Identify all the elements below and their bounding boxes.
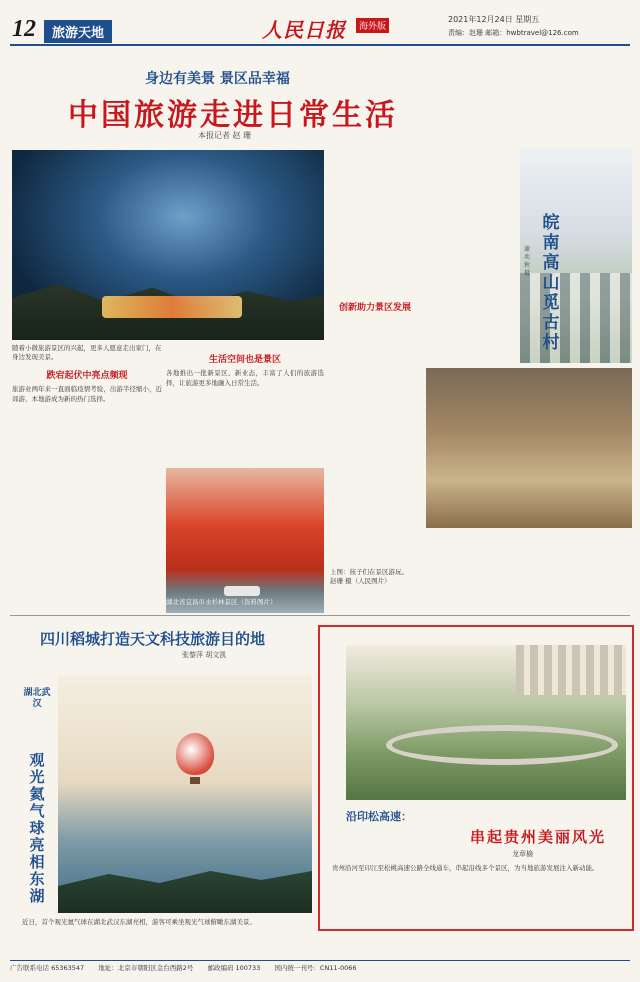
side-title[interactable]: 观光氦气球亮相东湖 [29,751,45,905]
side-label: 湖北武汉 [23,688,51,709]
edition-badge: 海外版 [356,18,389,33]
second-byline: 张黎萍 胡文凯 [182,651,227,659]
lead-body-1: 旅游业两年来一直面临疫情考验，出游半径缩小，近郊游、本地游成为新的热门选择。 [12,385,162,403]
masthead-logo: 人民日报 [262,18,346,42]
village-vertical-title: 皖南高山觅古村 [542,213,560,353]
photo-city [516,645,626,695]
lead-headline[interactable]: 中国旅游走进日常生活 [68,98,398,133]
footer-item: 国内统一刊号：CN11-0066 [274,964,357,972]
trees-caption: 湖北省宜昌市水杉林景区（资料图片） [166,598,277,606]
lead-col-3 [330,300,420,313]
footer-item: 地址：北京市朝阳区金台西路2号 [98,964,194,972]
page-number: 12 [12,16,36,42]
page-footer [10,963,630,972]
lead-col-1 [12,368,162,404]
issue-date: 2021年12月24日 星期五 [448,15,540,24]
family-caption [330,568,420,586]
village-photographer: 谢奕秋 摄 [524,246,531,277]
photo-road [386,725,618,765]
photo-roofs [520,273,632,363]
highway-photo[interactable] [346,645,626,800]
basket-icon [190,777,200,784]
footer-item: 广告联系电话 65363547 [10,964,85,972]
lead-subhead-1: 跌宕起伏中亮点频现 [46,371,128,381]
startrail-photo[interactable] [12,150,324,340]
second-headline[interactable]: 四川稻城打造天文科技旅游目的地 [40,630,266,648]
lead-subhead-3: 创新助力景区发展 [338,303,411,313]
red-trees-photo[interactable] [166,468,324,613]
footer-rule [10,960,630,961]
second-body: 近日，首个观光氦气球在湖北武汉东湖亮相，游客可乘坐观光气球俯瞰东湖美景。 [22,918,256,926]
village-photo[interactable] [520,148,632,363]
photo-boat [224,586,260,596]
box-location: 沿印松高速： [346,810,412,823]
photo-lights [102,296,242,318]
balloon-photo[interactable] [58,675,312,913]
box-byline: 龙章榆 [512,850,533,858]
lead-subhead-2: 生活空间也是景区 [208,355,281,365]
editor-info: 责编：赵珊 邮箱：hwbtravel@126.com [448,29,579,37]
page-header [0,0,640,58]
family-photo[interactable] [426,368,632,528]
lead-photo-caption: 随着小微旅游景区的兴起，更多人愿意走出家门，在身边发现美景。 [12,344,162,361]
lead-col-2 [166,352,324,388]
family-caption-credit: 赵珊 摄（人民图片） [330,577,391,585]
family-caption-title: 上图：孩子们在景区游玩。 [330,568,408,576]
photo-shore [58,853,312,913]
box-headline[interactable]: 串起贵州美丽风光 [470,828,607,846]
balloon-icon [176,733,214,775]
header-rule [10,44,630,46]
lead-body-2: 各地推出一批新景区、新业态，丰富了人们的旅游选择，让旅游更多地融入日常生活。 [166,369,324,387]
lead-kicker: 身边有美景 景区品幸福 [145,71,290,87]
section-tag[interactable]: 旅游天地 [44,20,112,43]
footer-item: 邮政编码 100733 [207,964,261,972]
lead-byline: 本报记者 赵 珊 [198,131,252,140]
mid-rule [10,615,630,616]
box-body: 贵州沿河至印江至松桃高速公路全线通车，串起沿线多个景区，为当地旅游发展注入新动能。 [332,864,599,872]
